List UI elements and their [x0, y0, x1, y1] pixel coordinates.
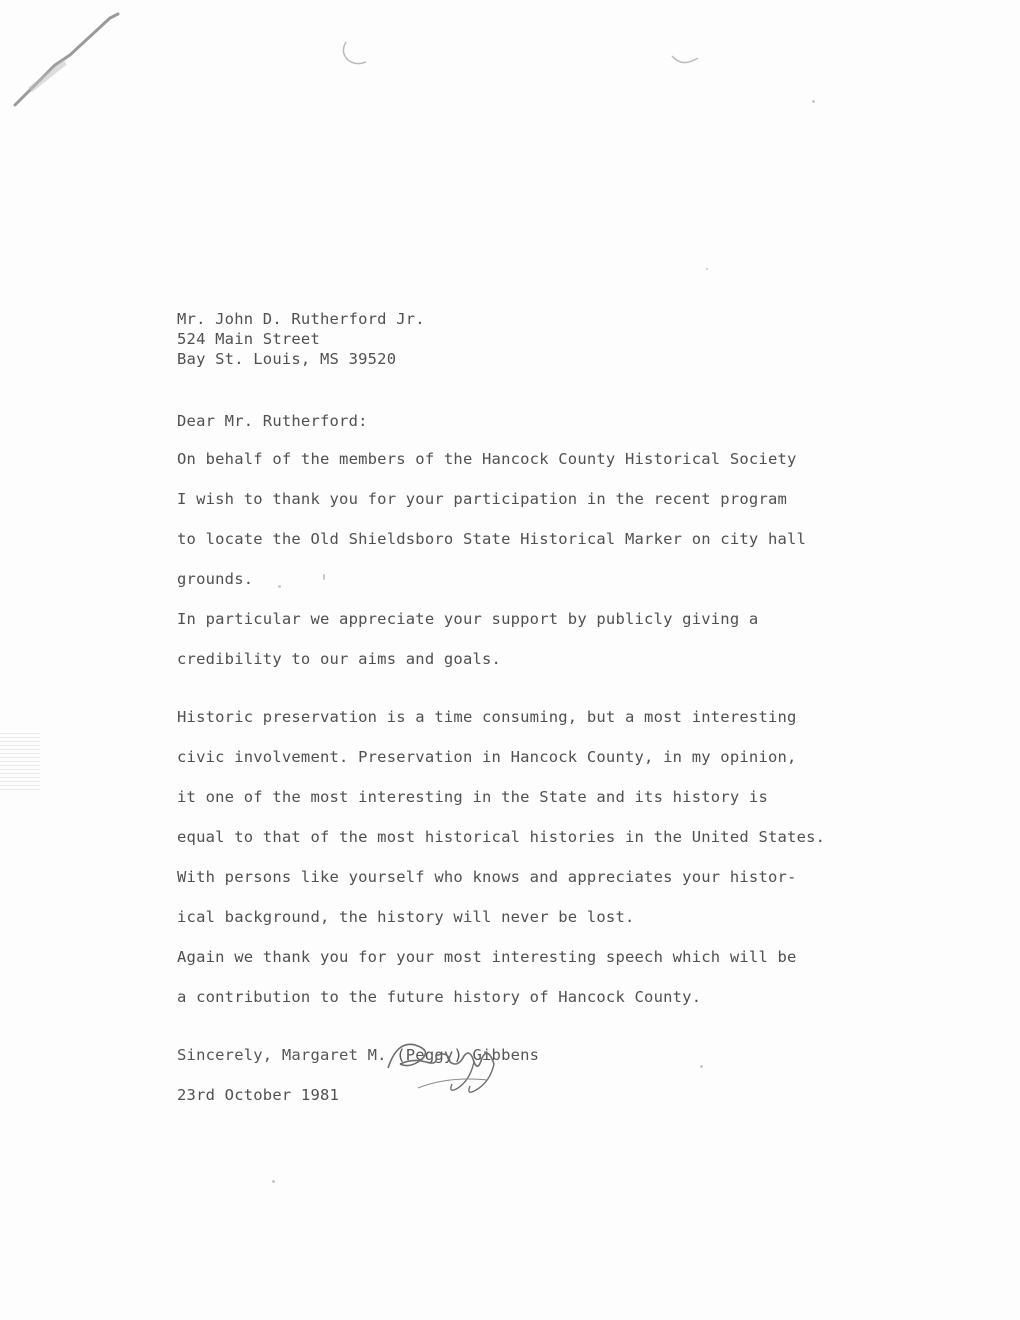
speck: [278, 585, 281, 588]
body-line: ical background, the history will never be lost.: [177, 908, 635, 926]
scan-smudge: [0, 730, 40, 790]
body-line: In particular we appreciate your support by publicly giving a: [177, 610, 759, 628]
body-line: a contribution to the future history of Hancock County.: [177, 988, 702, 1006]
recipient-name: Mr. John D. Rutherford Jr.: [177, 310, 425, 328]
recipient-city: Bay St. Louis, MS 39520: [177, 350, 397, 368]
speck: [812, 100, 815, 103]
body-line: equal to that of the most historical histories in the United States.: [177, 828, 826, 846]
body-line: With persons like yourself who knows and appreciates your histor-: [177, 868, 797, 886]
body-line: Historic preservation is a time consuming, but a most interesting: [177, 708, 797, 726]
recipient-street: 524 Main Street: [177, 330, 320, 348]
body-line: grounds.: [177, 570, 254, 588]
speck: [700, 1065, 703, 1068]
speck: [323, 574, 325, 580]
body-line: I wish to thank you for your participation in the recent program: [177, 490, 788, 508]
body-line: civic involvement. Preservation in Hancock County, in my opinion,: [177, 748, 797, 766]
punch-mark-right: [668, 50, 702, 70]
body-line: On behalf of the members of the Hancock County Historical Society: [177, 450, 797, 468]
punch-mark-left: [338, 38, 372, 68]
salutation: Dear Mr. Rutherford:: [177, 412, 368, 430]
body-line: credibility to our aims and goals.: [177, 650, 502, 668]
body-line: Again we thank you for your most interesting speech which will be: [177, 948, 797, 966]
speck: [706, 268, 708, 270]
closing-signature-line: Sincerely, Margaret M. (Peggy) Gibbens: [177, 1046, 540, 1064]
handwritten-signature: [378, 1028, 528, 1098]
body-line: it one of the most interesting in the State and its history is: [177, 788, 768, 806]
speck: [272, 1180, 275, 1183]
letter-date: 23rd October 1981: [177, 1086, 340, 1104]
body-line: to locate the Old Shieldsboro State Historical Marker on city hall: [177, 530, 807, 548]
torn-corner-mark: [10, 10, 130, 110]
